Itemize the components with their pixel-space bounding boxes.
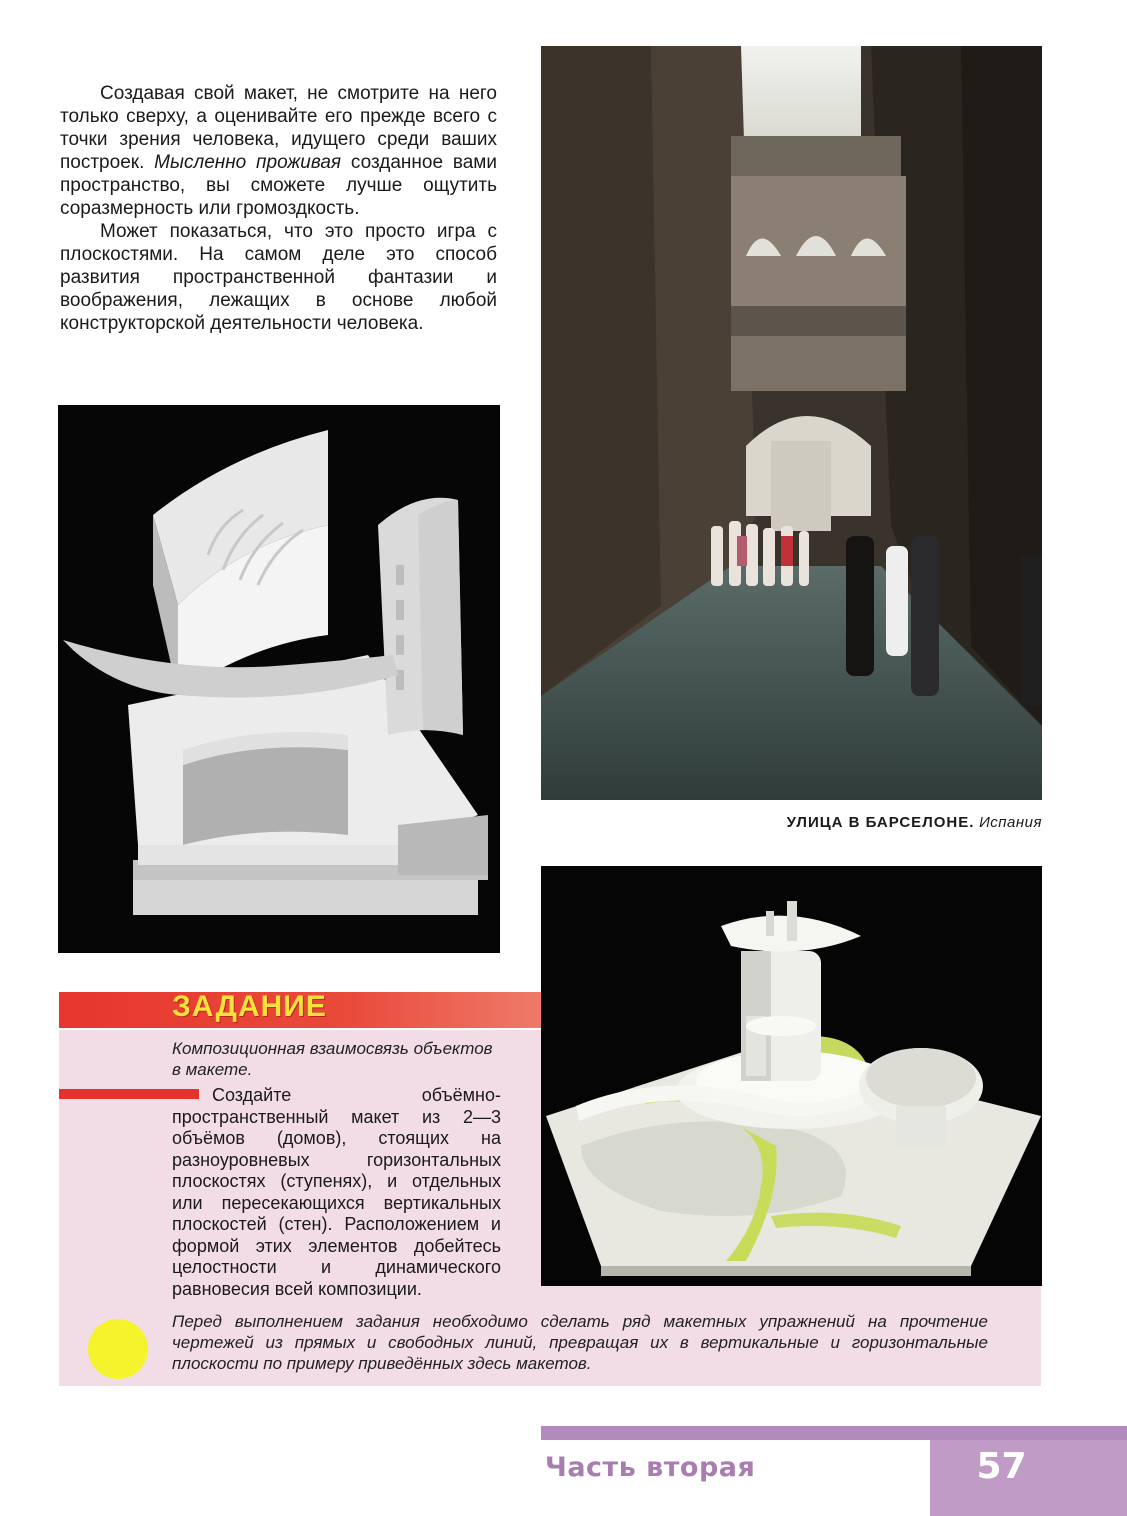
photo-caption — [748, 814, 1042, 831]
caption-country: Испания — [979, 814, 1042, 831]
task-text — [172, 1085, 501, 1300]
note-dot-icon — [88, 1319, 148, 1379]
task-note: Перед выполнением задания необходимо сделать ряд макетных упражнений на прочтение чертежей из прямых и свободных линий, превращая их в вертикальные и горизонтальные плоскости по примеру приведённых здесь макетов. — [172, 1312, 988, 1373]
intro-text — [60, 82, 497, 335]
page-number: 57 — [976, 1446, 1027, 1487]
task-subtitle: Композиционная взаимосвязь объектов в макете. — [172, 1039, 493, 1079]
paper-model-photo-1 — [58, 405, 500, 953]
intro-paragraph-2: Может показаться, что это просто игра с плоскостями. На самом деле это способ развития пространственной фантазии и воображения, лежащих в основе любой конструкторской деятельности человека. — [60, 221, 497, 334]
barcelona-street-photo — [541, 46, 1042, 800]
section-label: Часть вторая — [545, 1452, 756, 1483]
footer-band — [541, 1426, 1127, 1440]
task-text-body: Создайте объёмно-пространственный макет из 2—3 объёмов (домов), стоящих на разноуровневых горизонтальных плоскостях (ступенях), и отдельных или пересекающихся вертикальных плоскостей (стен). Расположением и формой этих элементов добейтесь целостности и динамического равновесия всей композиции. — [172, 1085, 501, 1299]
caption-title: УЛИЦА В БАРСЕЛОНЕ. — [786, 814, 975, 831]
intro-paragraph-1: Создавая свой макет, не смотрите на него только сверху, а оценивайте его прежде всего с точки зрения человека, идущего среди ваших построек. Мысленно проживая созданное вами пространство, вы сможете лучше ощутить соразмерность или громоздкость. — [60, 83, 497, 219]
task-heading: ЗАДАНИЕ — [172, 990, 327, 1023]
paper-model-photo-2 — [541, 866, 1042, 1286]
